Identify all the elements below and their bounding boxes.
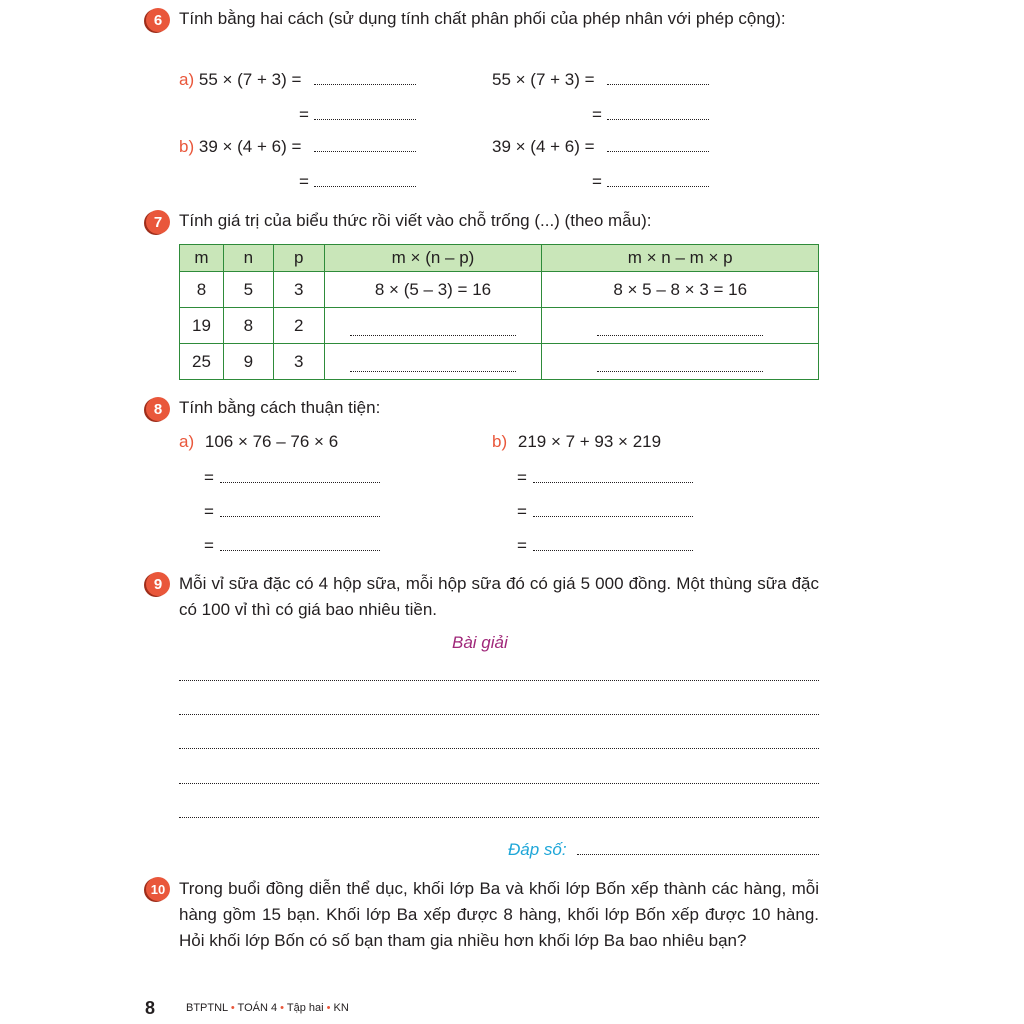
answer-blank[interactable] xyxy=(597,335,763,336)
exercise-7-badge: 7 xyxy=(146,210,170,234)
exercise-7-table xyxy=(179,244,819,380)
answer-blank[interactable] xyxy=(607,186,709,187)
exercise-8b-expr: 219 × 7 + 93 × 219 xyxy=(517,432,662,451)
equals-sign: = xyxy=(299,105,309,124)
exercise-6b-row xyxy=(179,137,301,157)
footer-separator: • xyxy=(326,1002,331,1014)
table-cell: 3 xyxy=(273,272,324,308)
equals-sign: = xyxy=(517,502,527,521)
equals-sign: = xyxy=(204,502,214,521)
exercise-8a-expr: 106 × 76 – 76 × 6 xyxy=(204,432,339,451)
table-cell: 8 × 5 – 8 × 3 = 16 xyxy=(542,272,819,308)
exercise-8b-label: b) xyxy=(492,432,508,451)
footer-volume: Tập hai xyxy=(286,1002,324,1014)
answer-blank[interactable] xyxy=(220,516,380,517)
table-row xyxy=(180,344,819,380)
answer-blank[interactable] xyxy=(533,482,693,483)
table-answer-cell[interactable] xyxy=(542,308,819,344)
answer-blank[interactable] xyxy=(350,371,516,372)
footer-separator: • xyxy=(230,1002,235,1014)
table-answer-cell[interactable] xyxy=(542,344,819,380)
table-row xyxy=(180,308,819,344)
answer-blank[interactable] xyxy=(314,186,416,187)
answer-blank[interactable] xyxy=(597,371,763,372)
exercise-6-question: Tính bằng hai cách (sử dụng tính chất phân phối của phép nhân với phép cộng): xyxy=(179,9,786,28)
footer-book-info xyxy=(186,1002,349,1014)
solution-title: Bài giải xyxy=(452,633,508,652)
exercise-8-question: Tính bằng cách thuận tiện: xyxy=(179,398,381,417)
exercise-6-badge: 6 xyxy=(146,8,170,32)
exercise-10-badge: 10 xyxy=(146,877,170,901)
exercise-10-question: Trong buổi đồng diễn thể dục, khối lớp Ba và khối lớp Bốn xếp thành các hàng, mỗi hàng gồm 15 bạn. Khối lớp Ba xếp được 8 hàng, khối lớp Bốn xếp được 10 hàng. Hỏi khối lớp Bốn có số bạn tham gia nhiều hơn khối lớp Ba bao nhiêu bạn? xyxy=(179,879,819,950)
answer-blank[interactable] xyxy=(533,516,693,517)
table-cell: 3 xyxy=(273,344,324,380)
answer-blank[interactable] xyxy=(607,151,709,152)
table-header-cell: p xyxy=(273,245,324,272)
solution-line[interactable] xyxy=(179,817,819,818)
table-cell: 9 xyxy=(223,344,273,380)
table-header-cell: m × n – m × p xyxy=(542,245,819,272)
answer-blank[interactable] xyxy=(220,550,380,551)
answer-blank[interactable] xyxy=(220,482,380,483)
footer-book: BTPTNL xyxy=(186,1002,228,1014)
answer-blank[interactable] xyxy=(314,151,416,152)
table-cell: 5 xyxy=(223,272,273,308)
solution-line[interactable] xyxy=(179,748,819,749)
exercise-8b-row xyxy=(492,432,661,452)
exercise-6a-row xyxy=(179,70,301,90)
table-row xyxy=(180,272,819,308)
answer-blank[interactable] xyxy=(607,84,709,85)
exercise-8a-row xyxy=(179,432,338,452)
exercise-8a-label: a) xyxy=(179,432,195,451)
exercise-7-question: Tính giá trị của biểu thức rồi viết vào chỗ trống (...) (theo mẫu): xyxy=(179,211,652,230)
equals-sign: = xyxy=(299,172,309,191)
table-cell: 8 xyxy=(180,272,224,308)
equals-sign: = xyxy=(204,536,214,555)
table-cell: 2 xyxy=(273,308,324,344)
table-answer-cell[interactable] xyxy=(324,344,542,380)
table-cell: 8 × (5 – 3) = 16 xyxy=(324,272,542,308)
equals-sign: = xyxy=(517,468,527,487)
solution-line[interactable] xyxy=(179,714,819,715)
exercise-6a-right-expr: 55 × (7 + 3) = xyxy=(492,70,595,89)
answer-label: Đáp số: xyxy=(508,840,567,859)
footer-series: KN xyxy=(333,1002,349,1014)
equals-sign: = xyxy=(204,468,214,487)
table-cell: 25 xyxy=(180,344,224,380)
exercise-8-badge: 8 xyxy=(146,397,170,421)
exercise-6a-left-expr: 55 × (7 + 3) = xyxy=(198,70,302,89)
page-number: 8 xyxy=(145,998,156,1018)
table-header-cell: m xyxy=(180,245,224,272)
exercise-9-question: Mỗi vỉ sữa đặc có 4 hộp sữa, mỗi hộp sữa đó có giá 5 000 đồng. Một thùng sữa đặc có 100 vỉ thì có giá bao nhiêu tiền. xyxy=(179,574,819,619)
table-header-cell: n xyxy=(223,245,273,272)
answer-blank[interactable] xyxy=(607,119,709,120)
equals-sign: = xyxy=(592,105,602,124)
answer-blank[interactable] xyxy=(314,84,416,85)
solution-line[interactable] xyxy=(179,680,819,681)
footer-subject: TOÁN 4 xyxy=(237,1002,278,1014)
table-header-cell: m × (n – p) xyxy=(324,245,542,272)
table-cell: 8 xyxy=(223,308,273,344)
table-header-row xyxy=(180,245,819,272)
table-answer-cell[interactable] xyxy=(324,308,542,344)
equals-sign: = xyxy=(517,536,527,555)
equals-sign: = xyxy=(592,172,602,191)
solution-line[interactable] xyxy=(179,783,819,784)
table-cell: 19 xyxy=(180,308,224,344)
exercise-6b-label: b) xyxy=(179,137,195,156)
answer-blank[interactable] xyxy=(350,335,516,336)
answer-blank[interactable] xyxy=(533,550,693,551)
answer-blank[interactable] xyxy=(577,854,819,855)
exercise-6b-left-expr: 39 × (4 + 6) = xyxy=(198,137,302,156)
footer-separator: • xyxy=(280,1002,284,1014)
exercise-9-badge: 9 xyxy=(146,572,170,596)
exercise-6b-right-expr: 39 × (4 + 6) = xyxy=(492,137,595,156)
exercise-6a-label: a) xyxy=(179,70,195,89)
answer-blank[interactable] xyxy=(314,119,416,120)
